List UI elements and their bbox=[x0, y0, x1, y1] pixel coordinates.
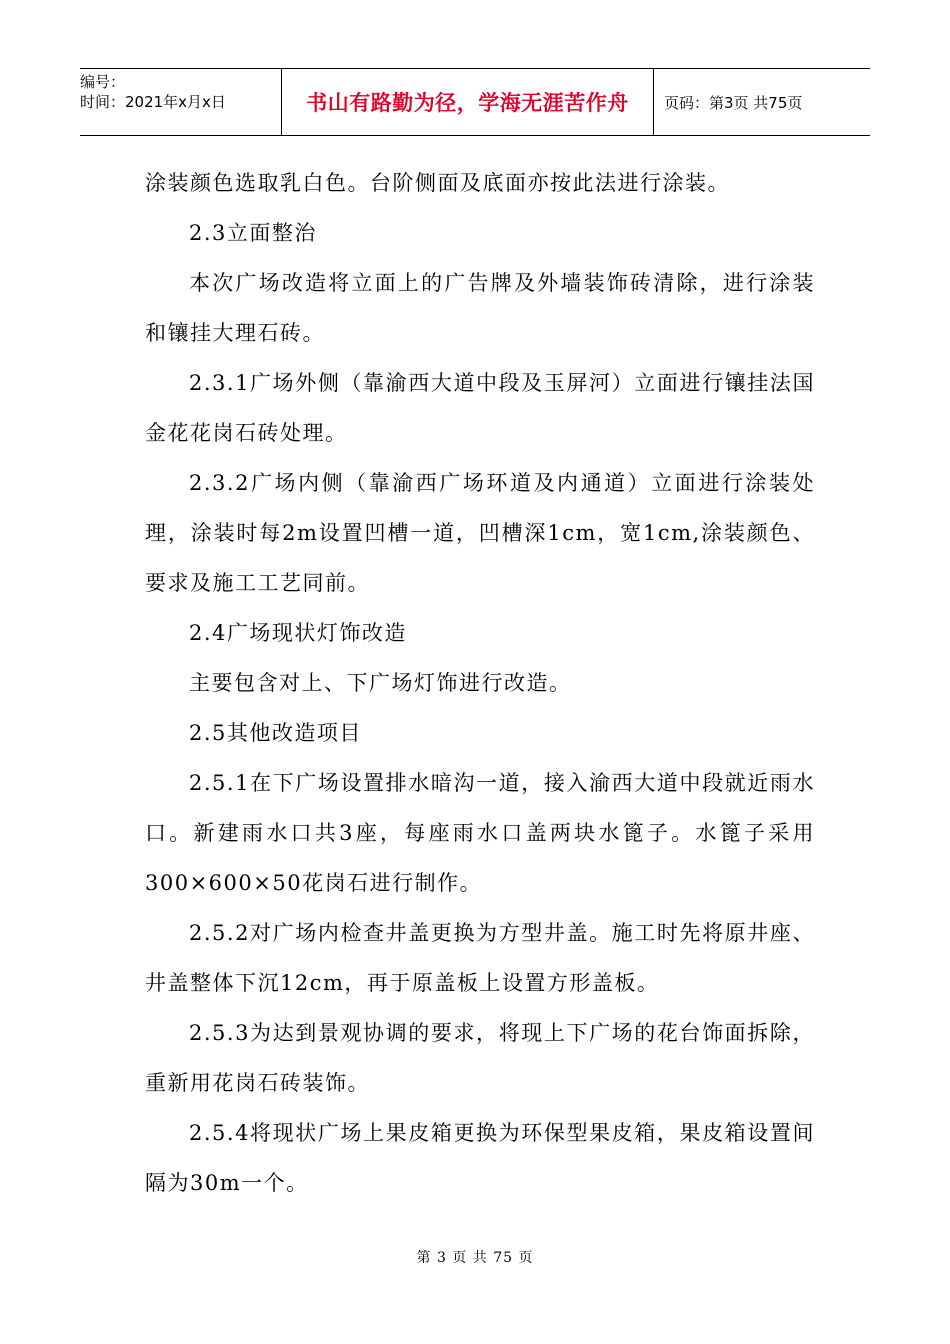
header-meta-cell bbox=[80, 69, 282, 135]
document-time-label: 时间：2021年x月x日 bbox=[80, 93, 226, 111]
paragraph: 涂装颜色选取乳白色。台阶侧面及底面亦按此法进行涂装。 bbox=[145, 171, 730, 195]
paragraph: 本次广场改造将立面上的广告牌及外墙装饰砖清除，进行涂装和镶挂大理石砖。 bbox=[145, 271, 815, 345]
paragraph: 2.5.4将现状广场上果皮箱更换为环保型果皮箱，果皮箱设置间隔为30m一个。 bbox=[145, 1121, 815, 1195]
paragraph: 主要包含对上、下广场灯饰进行改造。 bbox=[189, 671, 572, 695]
header-table bbox=[80, 68, 870, 136]
header-motto-cell bbox=[282, 69, 654, 135]
section-heading: 2.5其他改造项目 bbox=[189, 721, 362, 745]
paragraph: 2.3.2广场内侧（靠渝西广场环道及内通道）立面进行涂装处理，涂装时每2m设置凹槽一道，凹槽深1cm，宽1cm,涂装颜色、要求及施工工艺同前。 bbox=[145, 471, 815, 595]
header-motto: 书山有路勤为径，学海无涯苦作舟 bbox=[306, 91, 629, 115]
paragraph: 2.5.3为达到景观协调的要求，将现上下广场的花台饰面拆除，重新用花岗石砖装饰。 bbox=[145, 1021, 815, 1095]
page-footer: 第 3 页 共 75 页 bbox=[416, 1250, 534, 1266]
section-heading: 2.4广场现状灯饰改造 bbox=[189, 621, 407, 645]
document-body bbox=[145, 158, 815, 1208]
paragraph: 2.5.2对广场内检查井盖更换为方型井盖。施工时先将原井座、井盖整体下沉12cm，再于原盖板上设置方形盖板。 bbox=[145, 921, 815, 995]
paragraph: 2.3.1广场外侧（靠渝西大道中段及玉屏河）立面进行镶挂法国金花花岗石砖处理。 bbox=[145, 371, 815, 445]
document-number-label: 编号： bbox=[80, 73, 126, 91]
section-heading: 2.3立面整治 bbox=[189, 221, 317, 245]
header-page-cell bbox=[654, 69, 870, 135]
paragraph: 2.5.1在下广场设置排水暗沟一道，接入渝西大道中段就近雨水口。新建雨水口共3座，每座雨水口盖两块水篦子。水篦子采用300×600×50花岗石进行制作。 bbox=[145, 771, 815, 895]
header-page-info: 页码：第3页 共75页 bbox=[664, 93, 803, 112]
